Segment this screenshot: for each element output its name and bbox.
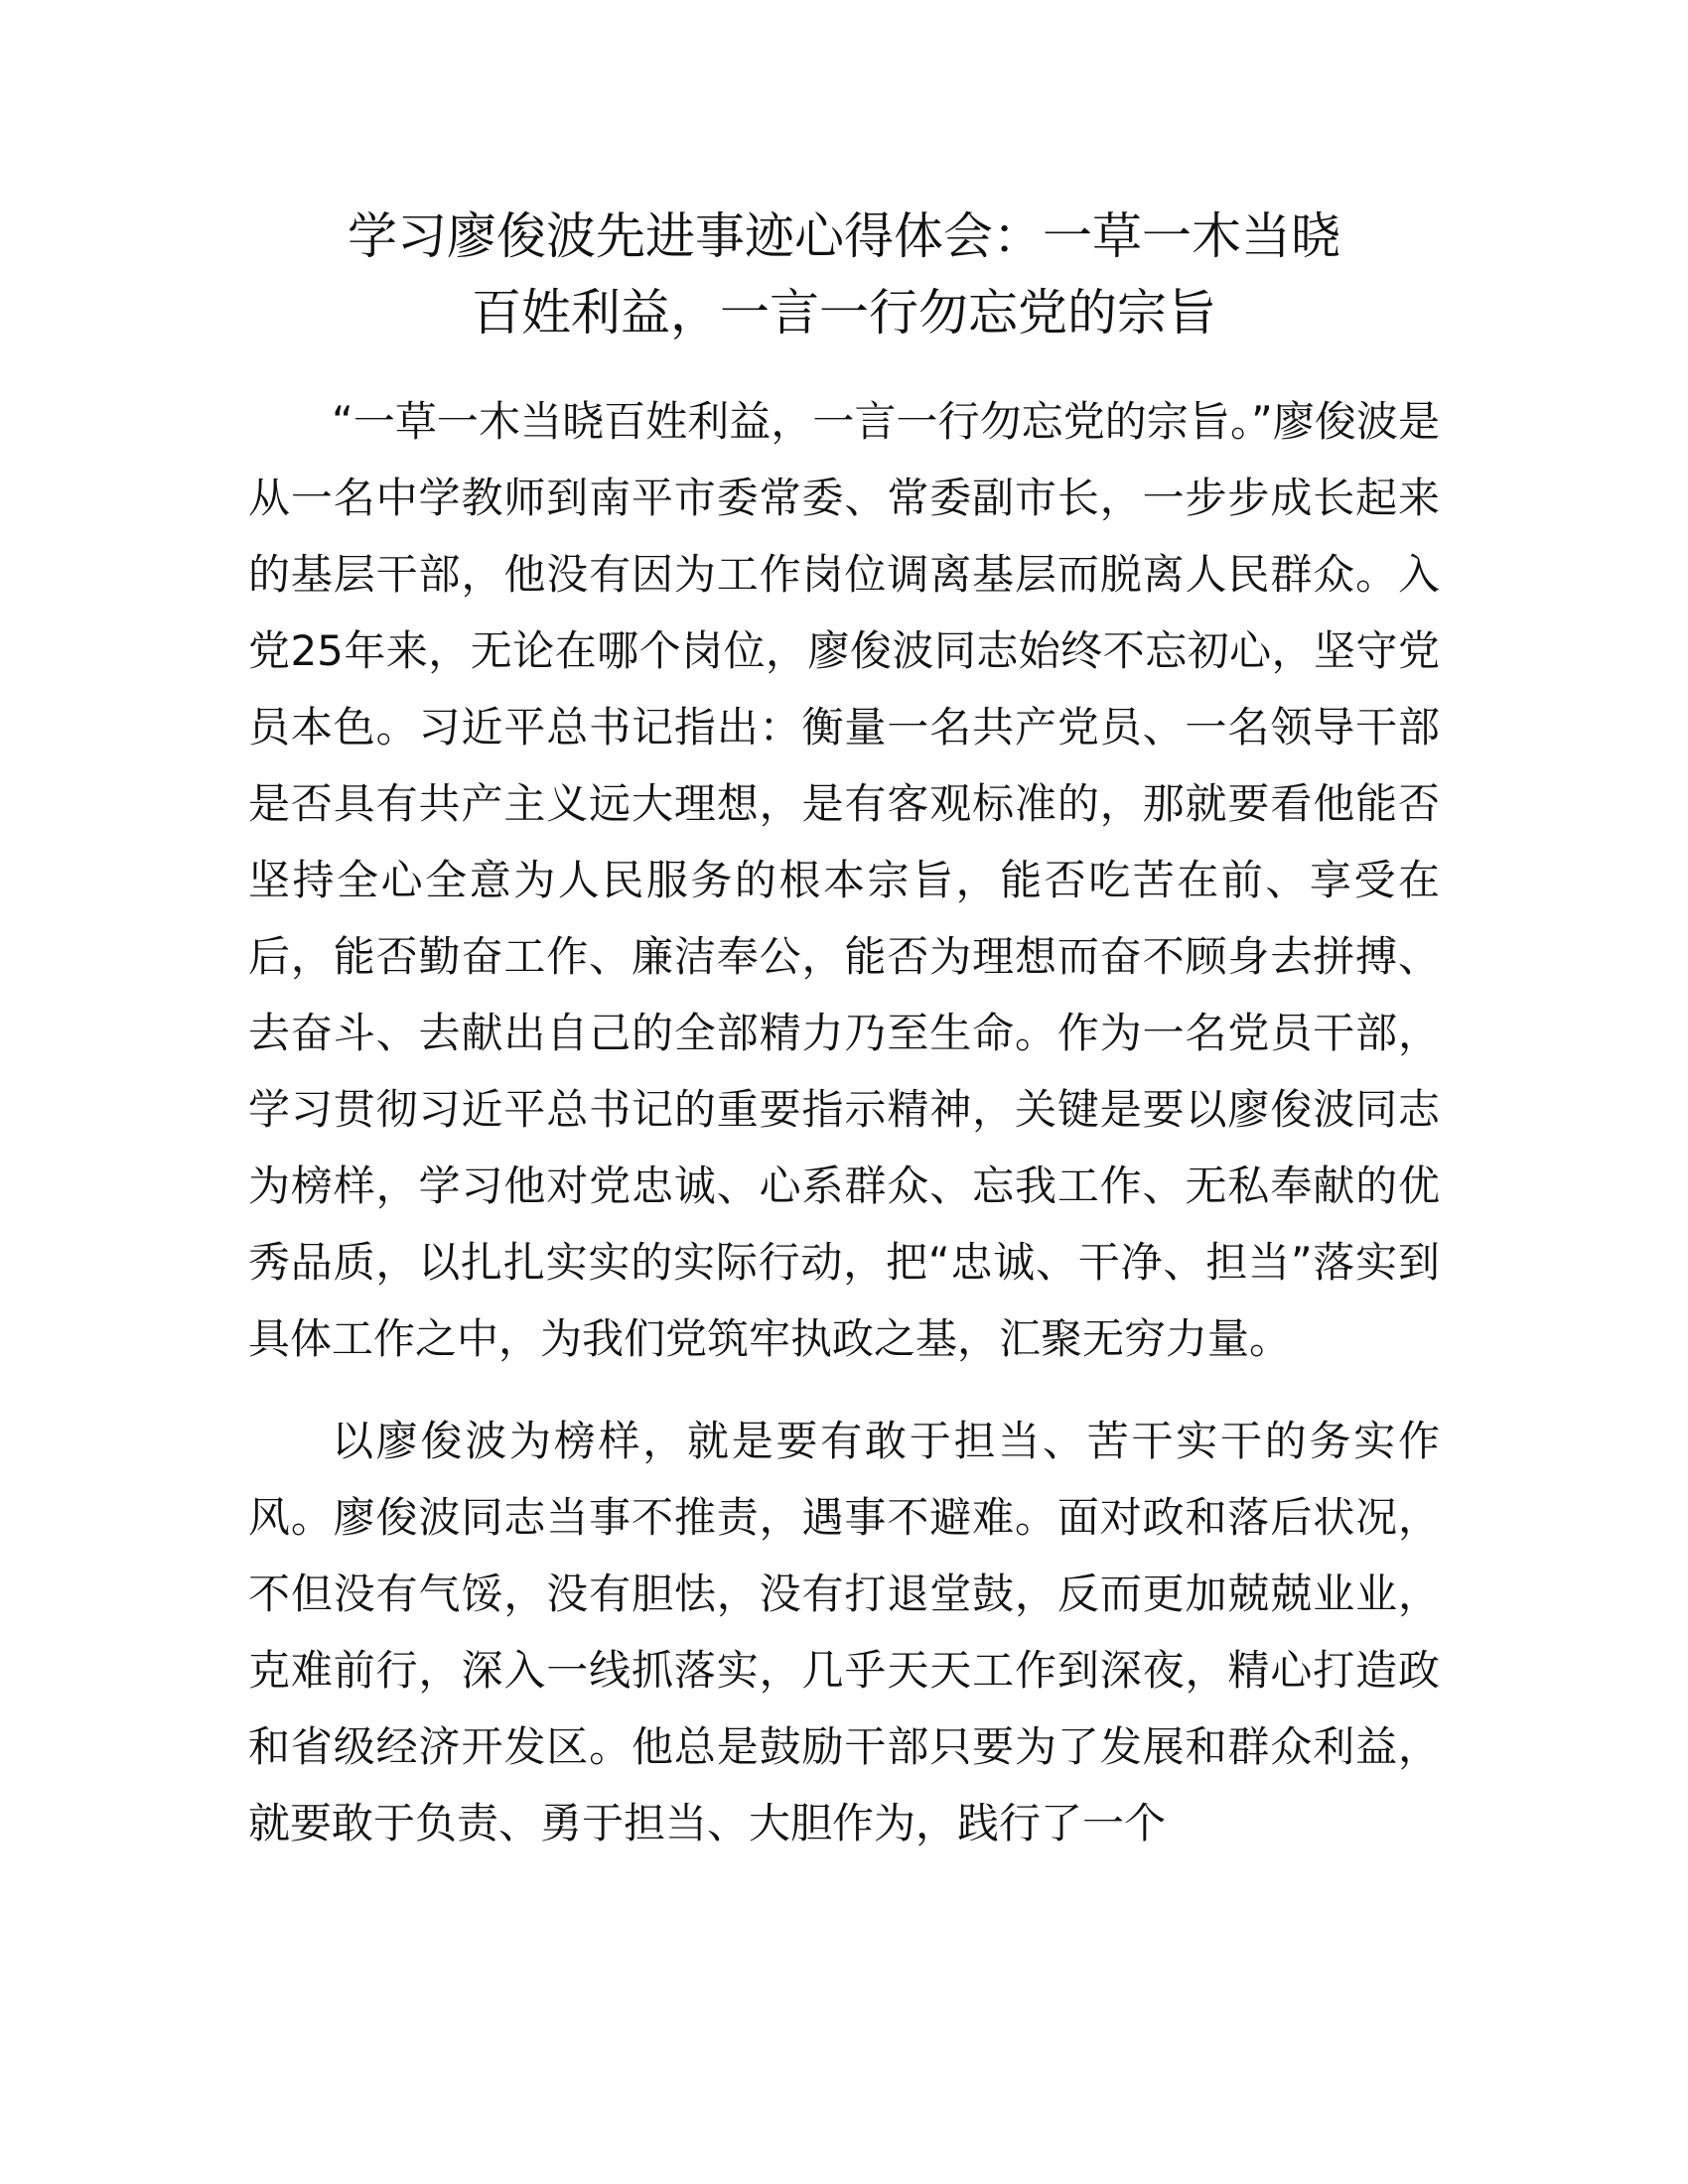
document-body — [248, 383, 1440, 1861]
document-title — [248, 199, 1440, 351]
paragraph-1: “一草一木当晓百姓利益，一言一行勿忘党的宗旨。”廖俊波是从一名中学教师到南平市委常委、常委副市长，一步步成长起来的基层干部，他没有因为工作岗位调离基层而脱离人民群众。入党25年来，无论在哪个岗位，廖俊波同志始终不忘初心，坚守党员本色。习近平总书记指出：衡量一名共产党员、一名领导干部是否具有共产主义远大理想，是有客观标准的，那就要看他能否坚持全心全意为人民服务的根本宗旨，能否吃苦在前、享受在后，能否勤奋工作、廉洁奉公，能否为理想而奋不顾身去拼搏、去奋斗、去献出自己的全部精力乃至生命。作为一名党员干部，学习贯彻习近平总书记的重要指示精神，关键是要以廖俊波同志为榜样，学习他对党忠诚、心系群众、忘我工作、无私奉献的优秀品质，以扎扎实实的实际行动，把“忠诚、干净、担当”落实到具体工作之中，为我们党筑牢执政之基，汇聚无穷力量。 — [248, 397, 1440, 1363]
title-line-1: 学习廖俊波先进事迹心得体会：一草一木当晓 — [348, 207, 1340, 265]
title-line-2: 百姓利益，一言一行勿忘党的宗旨 — [472, 284, 1216, 341]
paragraph-2: 以廖俊波为榜样，就是要有敢于担当、苦干实干的务实作风。廖俊波同志当事不推责，遇事不避难。面对政和落后状况，不但没有气馁，没有胆怯，没有打退堂鼓，反而更加兢兢业业，克难前行，深入一线抓落实，几乎天天工作到深夜，精心打造政和省级经济开发区。他总是鼓励干部只要为了发展和群众利益，就要敢于负责、勇于担当、大胆作为，践行了一个 — [248, 1417, 1440, 1847]
